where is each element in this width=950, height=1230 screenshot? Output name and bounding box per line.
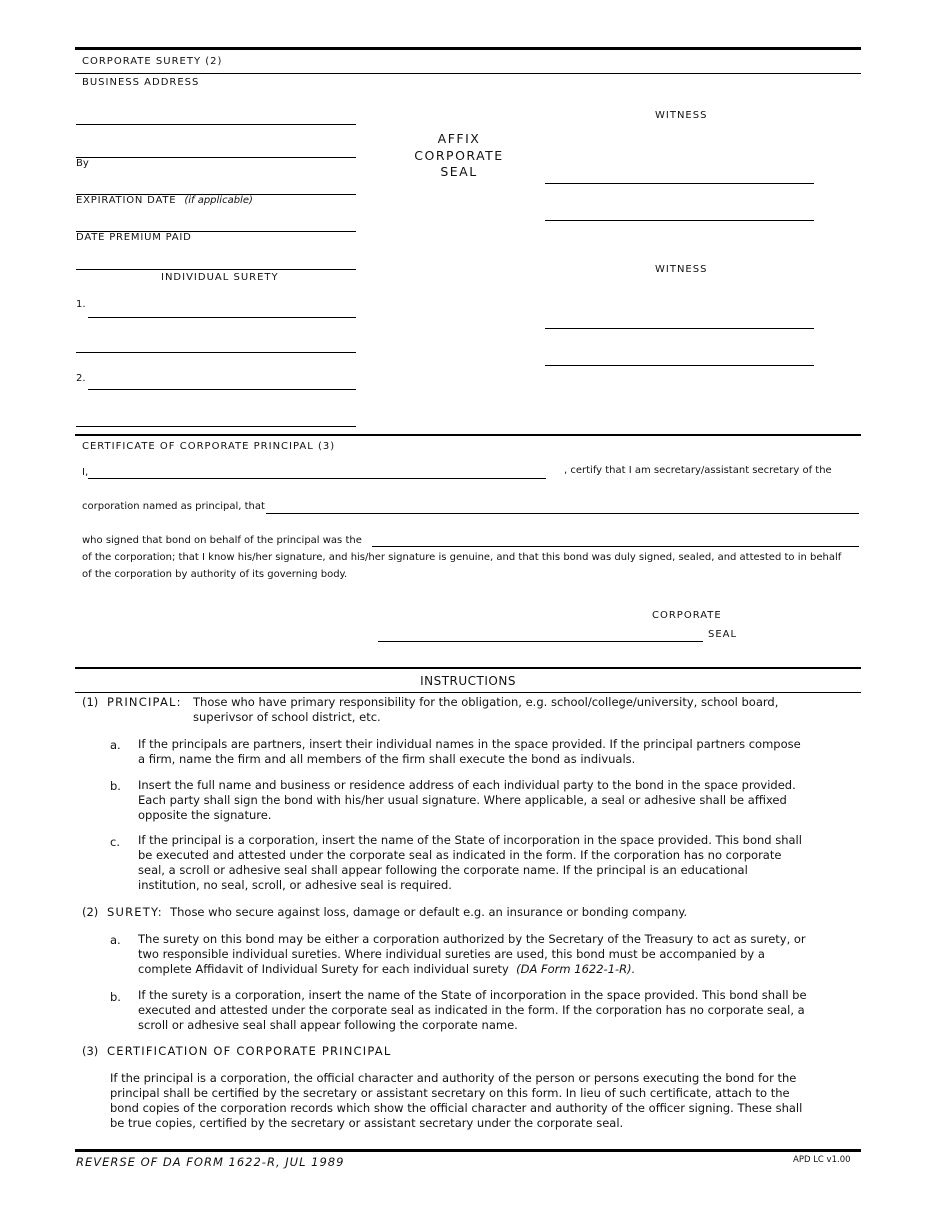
witness-1-line-1[interactable] <box>545 183 814 184</box>
individual-surety-1-line-2[interactable] <box>76 352 356 353</box>
individual-surety-label: INDIVIDUAL SURETY <box>161 272 279 283</box>
individual-surety-2-line[interactable] <box>88 389 356 390</box>
expiration-date-label <box>76 195 253 206</box>
principal-a-text: If the principals are partners, insert their individual names in the space provided. If the principal partners compose a firm, name the firm and all members of the firm shall execute the bond as indivuals. <box>138 737 801 766</box>
signer-title-line[interactable] <box>372 546 859 547</box>
seal-line-2: CORPORATE <box>414 147 504 163</box>
surety-b-text: If the surety is a corporation, insert the name of the State of incorporation in the space provided. This bond shall be executed and attested under the corporate seal as indicated in the form. If the corporation has no corporate seal, a scroll or adhesive seal shall appear following the corporate name. <box>138 988 807 1032</box>
certifier-name-line[interactable] <box>88 478 546 479</box>
by-line[interactable] <box>76 157 356 158</box>
surety-paragraph <box>107 905 827 920</box>
top-rule <box>75 47 861 50</box>
business-address-line-1[interactable] <box>76 124 356 125</box>
surety-heading-rule <box>75 73 861 74</box>
witness-label-2: WITNESS <box>655 264 708 275</box>
by-label: By <box>76 158 89 169</box>
certificate-rule <box>75 434 861 436</box>
version-label: APD LC v1.00 <box>793 1155 851 1165</box>
da-form-reference: (DA Form 1622-1-R). <box>516 962 636 976</box>
certificate-heading: CERTIFICATE OF CORPORATE PRINCIPAL (3) <box>82 441 336 452</box>
principal-text: Those who have primary responsibility for the obligation, e.g. school/college/university, school board, superivsor of school district, etc. <box>193 695 779 724</box>
surety-number: (2) <box>82 905 99 919</box>
corporation-name-line[interactable] <box>266 513 859 514</box>
instructions-rule <box>75 667 861 669</box>
corporation-named-text: corporation named as principal, that <box>82 501 265 512</box>
individual-surety-num-1: 1. <box>76 299 86 310</box>
corporate-label: CORPORATE <box>652 610 722 621</box>
principal-a-mark: a. <box>110 738 121 752</box>
form-identifier: REVERSE OF DA FORM 1622-R, JUL 1989 <box>76 1155 345 1169</box>
principal-number: (1) <box>82 695 99 709</box>
who-signed-text: who signed that bond on behalf of the principal was the <box>82 535 362 546</box>
individual-surety-1-line[interactable] <box>88 317 356 318</box>
certificate-paragraph-line-1: of the corporation; that I know his/her signature, and his/her signature is genuine, and that this bond was duly signed, sealed, and attested to in behalf <box>82 552 842 563</box>
witness-2-line-1[interactable] <box>545 328 814 329</box>
certificate-i: I, <box>82 467 89 478</box>
date-premium-paid-line[interactable] <box>76 269 356 270</box>
surety-a-text: The surety on this bond may be either a corporation authorized by the Secretary of the Treasury to act as surety, or two responsible individual sureties. Where individual sureties are used, this bond must be accompanied by a complete Affidavit of Individual Surety for each individual surety <box>138 932 806 976</box>
instructions-title: INSTRUCTIONS <box>420 674 516 688</box>
surety-a-mark: a. <box>110 933 121 947</box>
certification-number: (3) <box>82 1044 99 1058</box>
seal-line-1: AFFIX <box>437 131 481 146</box>
affix-corporate-seal <box>400 131 518 181</box>
if-applicable-note: (if applicable) <box>184 195 253 206</box>
surety-b-mark: b. <box>110 990 121 1004</box>
seal-line-3: SEAL <box>440 164 478 179</box>
surety-text: Those who secure against loss, damage or default e.g. an insurance or bonding company. <box>170 905 688 919</box>
business-address-label: BUSINESS ADDRESS <box>82 77 200 88</box>
surety-heading: SURETY: <box>107 905 163 919</box>
principal-c-mark: c. <box>110 835 120 849</box>
certification-text: If the principal is a corporation, the official character and authority of the person or persons executing the bond for the principal shall be certified by the secretary or assistant secretary on this form. In lieu of such certificate, attach to the bond copies of the corporation records which show the official character and authority of the officer signing. These shall be true copies, certified by the secretary or assistant secretary under the corporate seal. <box>110 1071 803 1130</box>
certificate-paragraph-line-2: of the corporation by authority of its governing body. <box>82 569 348 580</box>
corporate-surety-heading: CORPORATE SURETY (2) <box>82 56 223 67</box>
certify-text: , certify that I am secretary/assistant secretary of the <box>564 465 832 476</box>
individual-surety-2-line-2[interactable] <box>76 426 356 427</box>
principal-c-text: If the principal is a corporation, insert the name of the State of incorporation in the space provided. This bond shall be executed and attested under the corporate seal as indicated in the form. If the corporation has no corporate seal, a scroll or adhesive seal shall appear following the corporate name. If the principal is an educational institution, no seal, scroll, or adhesive seal is required. <box>138 833 802 892</box>
seal-label: SEAL <box>708 629 738 640</box>
expiration-date-text: EXPIRATION DATE <box>76 195 177 206</box>
secretary-signature-line[interactable] <box>378 641 703 642</box>
footer-rule <box>75 1149 861 1152</box>
individual-surety-num-2: 2. <box>76 373 86 384</box>
date-premium-paid-label: DATE PREMIUM PAID <box>76 232 192 243</box>
surety-a-paragraph <box>138 932 808 977</box>
witness-1-line-2[interactable] <box>545 220 814 221</box>
instructions-title-rule <box>75 692 861 693</box>
principal-heading: PRINCIPAL: <box>107 695 182 709</box>
principal-b-text: Insert the full name and business or residence address of each individual party to the bond in the space provided. Each party shall sign the bond with his/her usual signature. Where applicable, a seal or adhesive shall be affixed opposite the signature. <box>138 778 796 822</box>
principal-b-mark: b. <box>110 779 121 793</box>
certification-heading: CERTIFICATION OF CORPORATE PRINCIPAL <box>107 1044 392 1058</box>
witness-label-1: WITNESS <box>655 110 708 121</box>
witness-2-line-2[interactable] <box>545 365 814 366</box>
